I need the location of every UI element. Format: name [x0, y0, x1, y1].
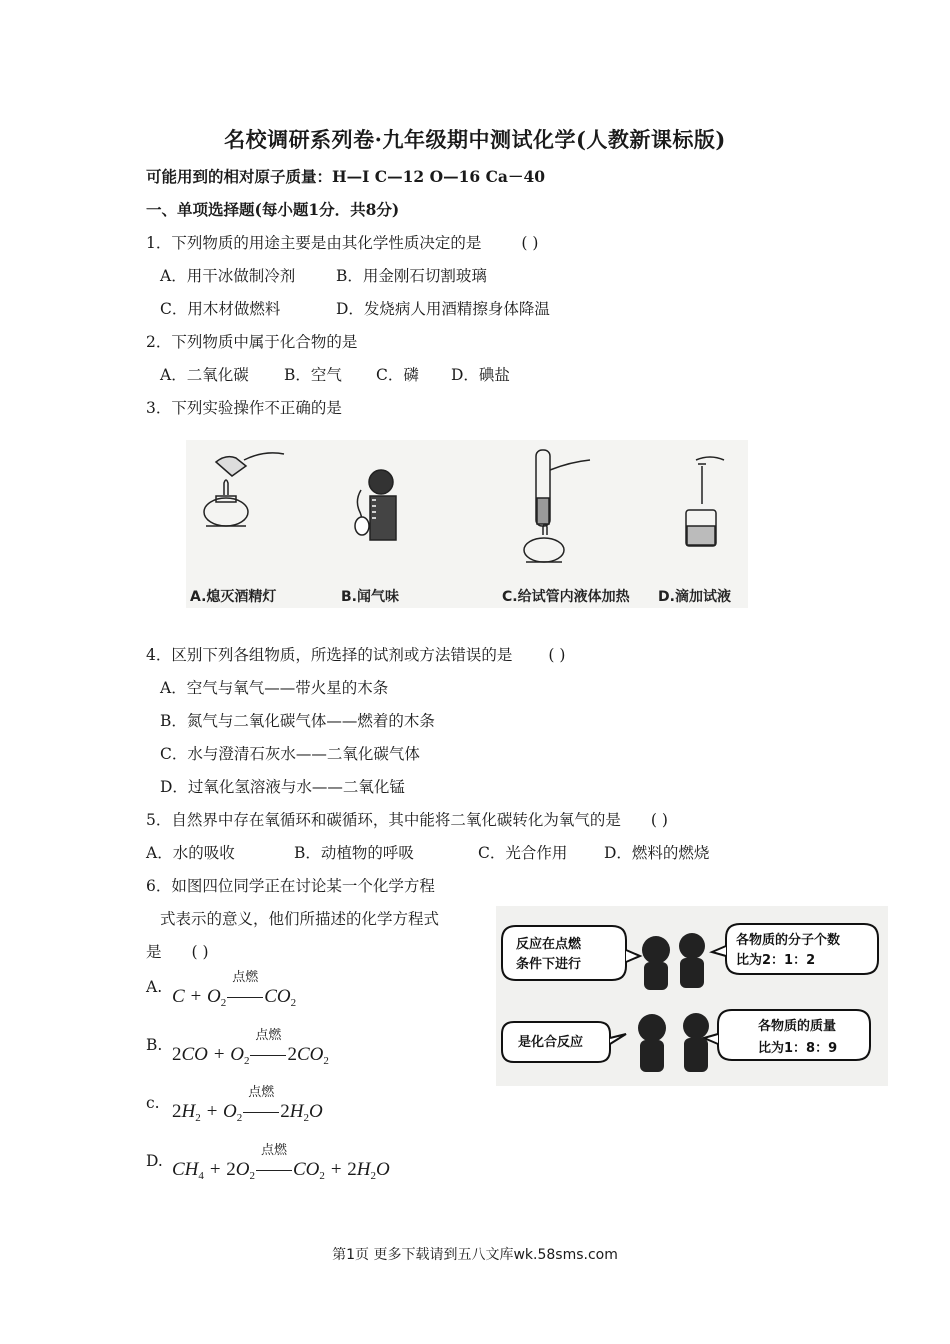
caption-d: D.滴加试液	[658, 589, 731, 605]
bubble-text-2: 条件下进行	[516, 957, 582, 972]
caption-b: B.闻气味	[341, 589, 399, 605]
question-4-option-b: B．氮气与二氧化碳气体——燃着的木条	[160, 712, 435, 730]
question-5-options	[146, 841, 709, 863]
atomic-mass-note: 可能用到的相对原子质量：H—I C—12 O—16 Ca－40	[146, 167, 546, 186]
option-c-label: c.	[146, 1094, 160, 1112]
question-1-options-row2	[160, 297, 550, 319]
question-4-option-d: D．过氧化氢溶液与水——二氧化锰	[160, 778, 405, 796]
option-a: A．水的吸收	[146, 844, 235, 862]
question-4-option-a: A．空气与氧气——带火星的木条	[160, 679, 389, 697]
bubble-text-1: 反应在点燃	[516, 937, 582, 952]
question-5-stem: 5．自然界中存在氧循环和碳循环，其中能将二氧化碳转化为氧气的是 ( )	[146, 811, 668, 829]
equation-a: $C + O_2$ 点燃 $CO_2$	[172, 986, 296, 1009]
bubble-text-4: 比为2：1：2	[736, 953, 816, 968]
option-c: C．光合作用	[478, 844, 568, 862]
equation-d: $CH_4 + 2O_2$ 点燃 $CO_2 + 2H_2O$	[172, 1159, 390, 1182]
lab-operations-drawing	[186, 440, 748, 570]
lab-operations-figure	[186, 440, 748, 608]
condition-label: 点燃	[260, 1143, 287, 1158]
equation-b: $2CO + O_2$ 点燃 $2CO_2$	[172, 1044, 329, 1067]
caption-a: A.熄灭酒精灯	[190, 589, 277, 605]
option-b: B．空气	[284, 366, 342, 384]
question-2-options	[160, 363, 510, 385]
question-1-stem: 1．下列物质的用途主要是由其化学性质决定的是 ( )	[146, 234, 539, 252]
caption-c: C.给试管内液体加热	[502, 589, 630, 605]
smelling-child-icon	[355, 470, 396, 540]
discussion-figure	[496, 906, 888, 1086]
page-footer: 第1页 更多下载请到五八文库wk.58sms.com	[332, 1247, 618, 1263]
option-d: D．发烧病人用酒精擦身体降温	[336, 300, 550, 318]
option-d: D．碘盐	[451, 366, 510, 384]
option-c: C．磷	[376, 366, 419, 384]
option-d-label: D.	[146, 1152, 163, 1170]
option-c: C．用木材做燃料	[160, 300, 281, 318]
answer-paren: ( )	[521, 234, 539, 252]
question-6-stem-line2: 式表示的意义，他们所描述的化学方程式	[160, 910, 440, 928]
answer-paren: ( )	[548, 646, 566, 664]
option-d: D．燃料的燃烧	[604, 844, 710, 862]
discussion-drawing	[496, 906, 888, 1086]
bubble-text-3: 各物质的分子个数	[736, 933, 841, 948]
test-tube-heating-icon	[524, 450, 590, 562]
condition-label: 点燃	[232, 970, 259, 985]
answer-paren: ( )	[191, 943, 209, 961]
bubble-text-5: 是化合反应	[518, 1035, 584, 1050]
option-b: B．动植物的呼吸	[294, 844, 414, 862]
question-6-stem-line1: 6．如图四位同学正在讨论某一个化学方程	[146, 877, 435, 895]
page-title: 名校调研系列卷·九年级期中测试化学(人教新课标版)	[224, 127, 726, 152]
option-b-label: B.	[146, 1036, 163, 1054]
bubble-text-6: 各物质的质量	[758, 1019, 837, 1034]
option-b: B．用金刚石切割玻璃	[336, 267, 487, 285]
condition-label: 点燃	[255, 1028, 282, 1043]
dropper-icon	[686, 457, 724, 546]
section-heading: 一、单项选择题(每小题1分．共8分)	[146, 200, 400, 219]
option-a: A．用干冰做制冷剂	[160, 267, 296, 285]
question-1-options-row1	[160, 264, 487, 286]
equation-c: $2H_2 + O_2$ 点燃 $2H_2O$	[172, 1101, 323, 1124]
bubble-text-7: 比为1：8：9	[758, 1041, 838, 1056]
condition-label: 点燃	[248, 1085, 275, 1100]
students-icon	[638, 933, 709, 1072]
option-a: A．二氧化碳	[160, 366, 249, 384]
answer-paren: ( )	[650, 811, 668, 829]
option-a-label: A.	[146, 978, 163, 996]
question-2-stem: 2．下列物质中属于化合物的是	[146, 333, 358, 351]
question-4-option-c: C．水与澄清石灰水——二氧化碳气体	[160, 745, 420, 763]
question-3-stem: 3．下列实验操作不正确的是	[146, 399, 342, 417]
alcohol-lamp-icon	[204, 453, 284, 526]
question-6-stem-line3: 是 ( )	[146, 943, 209, 961]
question-4-stem: 4．区别下列各组物质，所选择的试剂或方法错误的是 ( )	[146, 646, 566, 664]
